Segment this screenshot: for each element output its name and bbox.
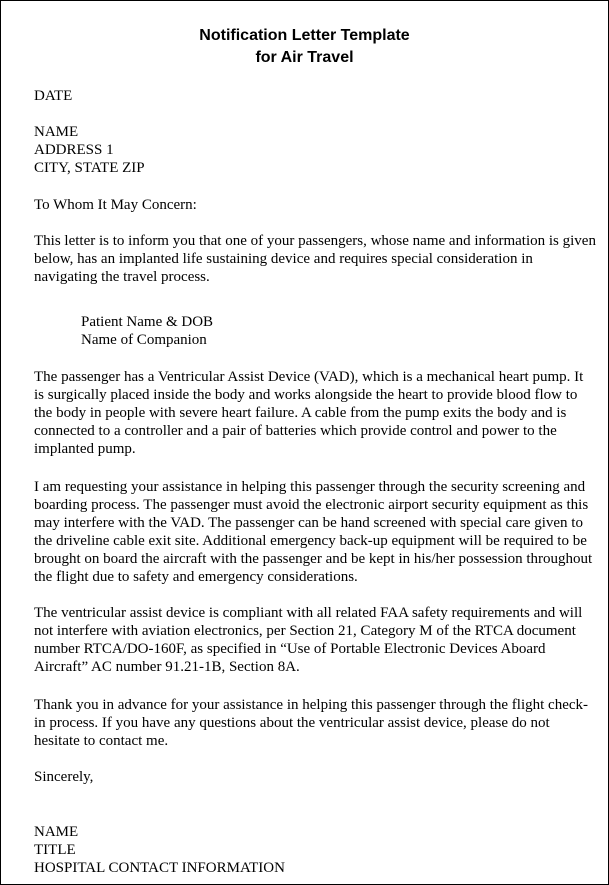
recipient-address: ADDRESS 1: [34, 142, 114, 158]
signature-title: TITLE: [34, 842, 76, 858]
title-line-2: for Air Travel: [255, 49, 354, 66]
signature-contact: HOSPITAL CONTACT INFORMATION: [34, 860, 285, 876]
intro-paragraph: This letter is to inform you that one of your passengers, whose name and information is given below, has an implanted life sustaining device and requires special consideration in navigating the travel process.: [34, 233, 596, 286]
thanks-paragraph: Thank you in advance for your assistance in helping this passenger through the flight check-in process. If you have any questions about the ventricular assist device, please do not hesitate to contact me.: [34, 697, 589, 750]
request-paragraph: I am requesting your assistance in helping this passenger through the security screening and boarding process. The passenger must avoid the electronic airport security equipment as this may interfere with the VAD. The passenger can be hand screened with special care given to the driveline cable exit site. Additional emergency back-up equipment will be required to be brought on board the aircraft with the passenger and be kept in his/her possession throughout the flight due to safety and emergency considerations.: [34, 479, 593, 586]
salutation: To Whom It May Concern:: [34, 197, 197, 213]
closing: Sincerely,: [34, 769, 94, 785]
recipient-name: NAME: [34, 124, 79, 140]
date-line: DATE: [34, 88, 73, 104]
device-paragraph: The passenger has a Ventricular Assist Device (VAD), which is a mechanical heart pump. It is surgically placed inside the body and works alongside the heart to provide blood flow to the body in people with severe heart failure. A cable from the pump exits the body and is connected to a controller and a pair of batteries which provide control and power to the implanted pump.: [34, 369, 584, 458]
patient-name-dob: Patient Name & DOB: [81, 314, 214, 330]
compliance-paragraph: The ventricular assist device is compliant with all related FAA safety requirements and will not interfere with aviation electronics, per Section 21, Category M of the RTCA document number RTCA/DO-160F, as specified in “Use of Portable Electronic Devices Aboard Aircraft” AC number 91.21-1B, Section 8A.: [34, 605, 583, 676]
letter-title: [1, 25, 608, 69]
companion-name: Name of Companion: [81, 332, 207, 348]
recipient-city-state-zip: CITY, STATE ZIP: [34, 160, 145, 176]
title-line-1: Notification Letter Template: [199, 27, 410, 44]
signature-name: NAME: [34, 824, 79, 840]
